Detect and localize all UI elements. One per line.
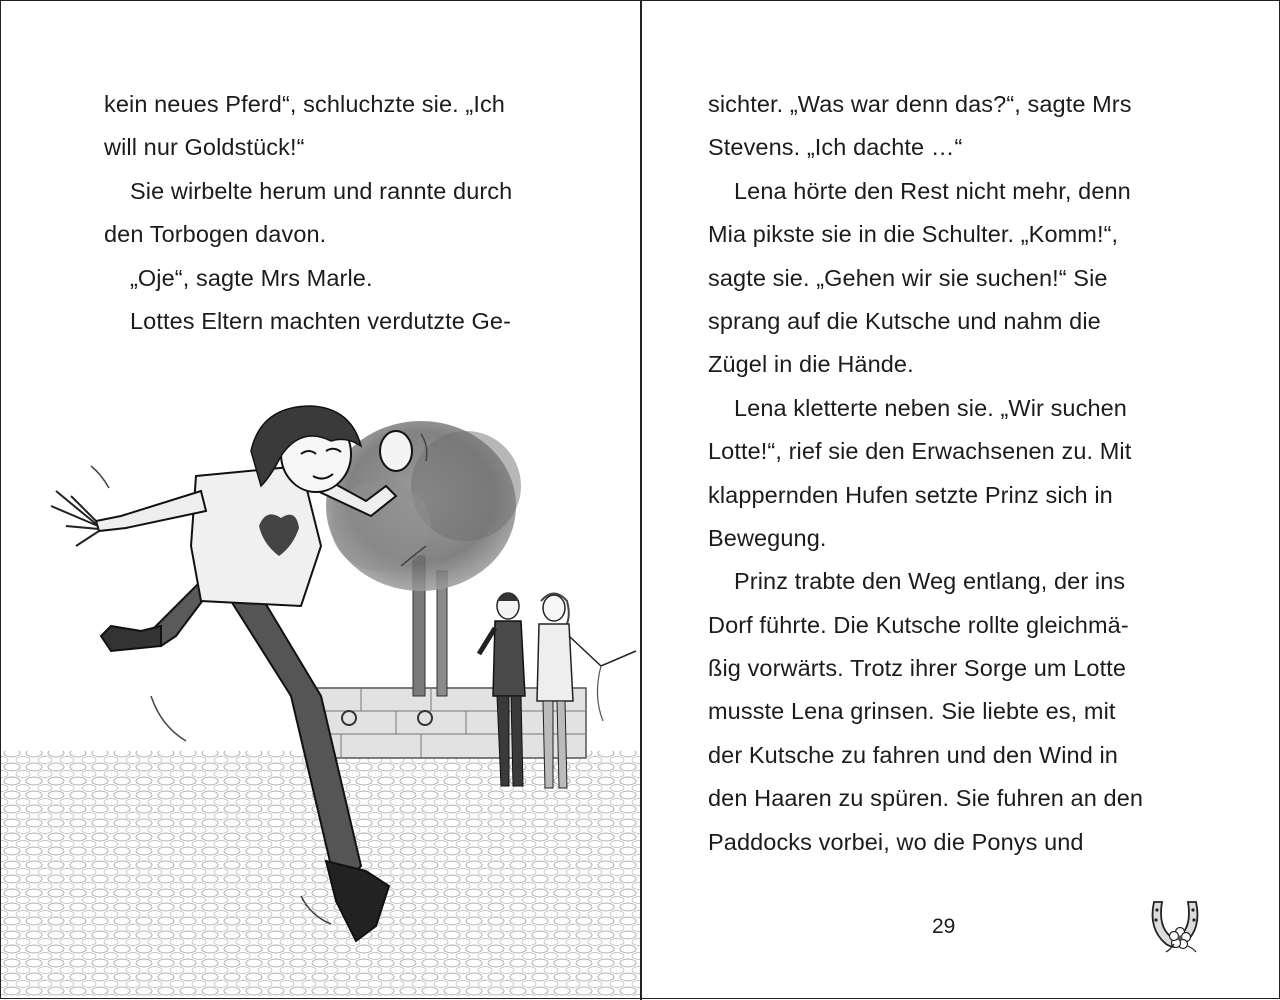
text-line: Sie wirbelte herum und rannte durch — [130, 177, 513, 204]
girl-running-illustration — [1, 396, 640, 996]
text-line: Prinz trabte den Weg entlang, der ins — [734, 568, 1126, 595]
tree — [326, 421, 521, 696]
text-line: sprang auf die Kutsche und nahm die — [708, 307, 1101, 334]
text-line: Zügel in die Hände. — [708, 351, 914, 378]
text-line: will nur Goldstück!“ — [104, 134, 305, 161]
text-line: Paddocks vorbei, wo die Ponys und — [708, 828, 1084, 855]
text-line: Mia pikste sie in die Schulter. „Komm!“, — [708, 221, 1119, 248]
text-line: Dorf führte. Die Kutsche rollte gleichmä- — [708, 611, 1129, 638]
text-line: den Haaren zu spüren. Sie fuhren an den — [708, 785, 1144, 812]
text-line: Lena kletterte neben sie. „Wir suchen — [734, 394, 1127, 421]
right-page-text — [708, 83, 1208, 864]
text-line: kein neues Pferd“, schluchzte sie. „Ich — [104, 91, 505, 117]
text-line: Bewegung. — [708, 524, 827, 551]
text-line: Lottes Eltern machten verdutzte Ge- — [130, 307, 511, 334]
text-line: „Oje“, sagte Mrs Marle. — [130, 264, 373, 291]
text-line: klappernden Hufen setzte Prinz sich in — [708, 481, 1113, 508]
page-number: 29 — [932, 915, 956, 938]
text-line: den Torbogen davon. — [104, 221, 327, 248]
text-line: musste Lena grinsen. Sie liebte es, mit — [708, 698, 1116, 725]
right-page — [642, 1, 1280, 1000]
left-page — [1, 1, 640, 1000]
text-line: sagte sie. „Gehen wir sie suchen!“ Sie — [708, 264, 1108, 291]
text-line: sichter. „Was war denn das?“, sagte Mrs — [708, 91, 1132, 117]
left-page-text — [104, 83, 584, 343]
horseshoe-flower-icon — [1144, 894, 1206, 954]
text-line: der Kutsche zu fahren und den Wind in — [708, 741, 1118, 768]
text-line: ßig vorwärts. Trotz ihrer Sorge um Lotte — [708, 655, 1127, 682]
text-line: Lotte!“, rief sie den Erwachsenen zu. Mit — [708, 438, 1132, 465]
text-line: Lena hörte den Rest nicht mehr, denn — [734, 177, 1131, 204]
text-line: Stevens. „Ich dachte …“ — [708, 134, 963, 161]
